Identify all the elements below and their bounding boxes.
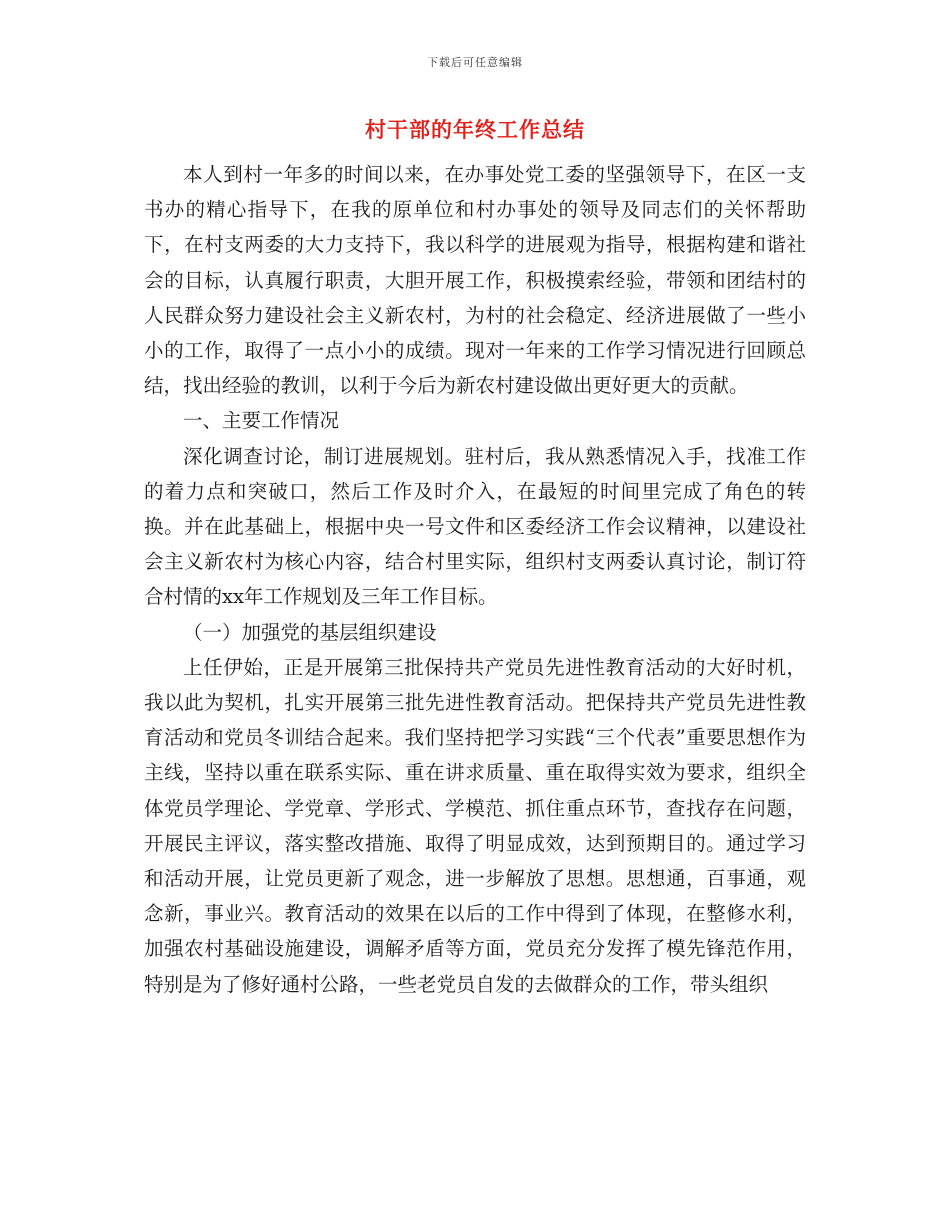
paragraph-intro: 本人到村一年多的时间以来，在办事处党工委的坚强领导下，在区一支书办的精心指导下，在我的原单位和村办事处的领导及同志们的关怀帮助下，在村支两委的大力支持下，我以科学的进展观为指导，根据构建和谐社会的目标，认真履行职责，大胆开展工作，积极摸索经验，带领和团结村的人民群众努力建设社会主义新农村，为村的社会稳定、经济进展做了一些小小的工作，取得了一点小小的成绩。现对一年来的工作学习情况进行回顾总结，找出经验的教训，以利于今后为新农村建设做出更好更大的贡献。 (144, 163, 806, 398)
document-title: 村干部的年终工作总结 (365, 118, 585, 142)
paragraph-party-education: 上任伊始，正是开展第三批保持共产党员先进性教育活动的大好时机，我以此为契机，扎实开展第三批先进性教育活动。把保持共产党员先进性教育活动和党员冬训结合起来。我们坚持把学习实践“三个代表”重要思想作为主线，坚持以重在联系实际、重在讲求质量、重在取得实效为要求，组织全体党员学理论、学党章、学形式、学模范、抓住重点环节，查找存在问题，开展民主评议，落实整改措施、取得了明显成效，达到预期目的。通过学习和活动开展，让党员更新了观念，进一步解放了思想。思想通，百事通，观念新，事业兴。教育活动的效果在以后的工作中得到了体现，在整修水利，加强农村基础设施建设，调解矛盾等方面，党员充分发挥了模先锋范作用，特别是为了修好通村公路，一些老党员自发的去做群众的工作，带头组织 (144, 655, 806, 996)
paragraph-research-planning: 深化调查讨论，制订进展规划。驻村后，我从熟悉情况入手，找准工作的着力点和突破口，然后工作及时介入，在最短的时间里完成了角色的转换。并在此基础上，根据中央一号文件和区委经济工作会议精神，以建设社会主义新农村为核心内容，结合村里实际，组织村支两委认真讨论，制订符合村情的xx年工作规划及三年工作目标。 (144, 444, 806, 609)
document-body (144, 157, 806, 1002)
header-note: 下载后可任意编辑 (427, 56, 523, 69)
section-heading-main-work: 一、主要工作情况 (183, 409, 340, 433)
subsection-heading-party-organization: （一）加强党的基层组织建设 (183, 620, 437, 644)
